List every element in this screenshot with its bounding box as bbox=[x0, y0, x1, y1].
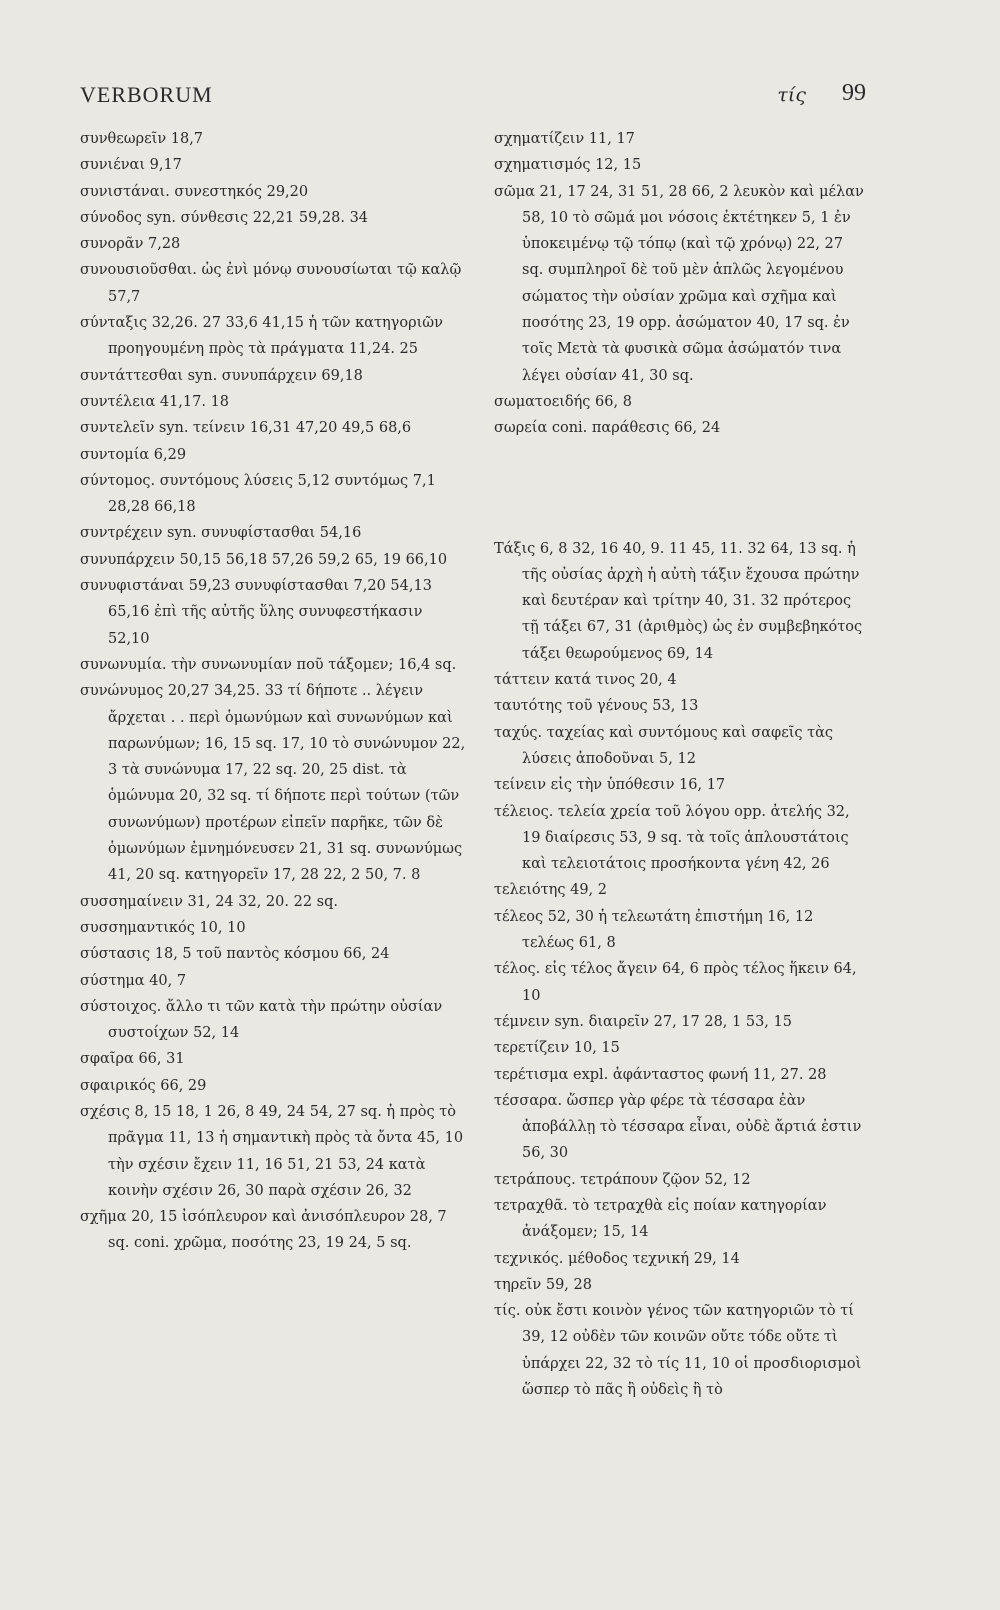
index-entry: τερέτισμα expl. ἀφάνταστος φωνή 11, 27. 28 bbox=[494, 1066, 827, 1083]
index-entry: σῶμα 21, 17 24, 31 51, 28 66, 2 λευκὸν καὶ μέλαν 58, 10 τὸ σῶμά μοι νόσοις ἐκτέτηκεν 5, 1 ἐν ὑποκειμένῳ τῷ τόπῳ (καὶ τῷ χρόνῳ) 22, 27 sq. συμπληροῖ δὲ τοῦ μὲν ἁπλῶς λεγομένου σώματος τὴν οὐσίαν χρῶμα καὶ σχῆμα καὶ ποσότης 23, 19 opp. ἀσώματον 40, 17 sq. ἐν τοῖς Μετὰ τὰ φυσικὰ σῶμα ἀσώματόν τινα λέγει οὐσίαν 41, 30 sq. bbox=[494, 183, 864, 384]
index-entry: σχηματίζειν 11, 17 bbox=[494, 131, 635, 147]
index-entry: συνθεωρεῖν 18,7 bbox=[80, 131, 204, 147]
index-entry: Τάξις 6, 8 32, 16 40, 9. 11 45, 11. 32 64, 13 sq. ἡ τῆς οὐσίας ἀρχὴ ἡ αὐτὴ τάξιν ἔχουσα πρώτην καὶ δευτέραν καὶ τρίτην 40, 31. 32 πρότερος τῇ τάξει 67, 31 (ἀριθμὸς) ὡς ἐν συμβεβηκότος τάξει θεωρούμενος 69, 14 bbox=[494, 540, 863, 662]
index-entry: τετράπους. τετράπουν ζῷον 52, 12 bbox=[494, 1171, 751, 1188]
index-entry: σχηματισμός 12, 15 bbox=[494, 157, 642, 174]
index-entry: τερετίζειν 10, 15 bbox=[494, 1040, 620, 1057]
index-entry: σωματοειδής 66, 8 bbox=[494, 393, 632, 410]
index-entry: συντρέχειν syn. συνυφίστασθαι 54,16 bbox=[80, 525, 362, 542]
index-entry: τέμνειν syn. διαιρεῖν 27, 17 28, 1 53, 15 bbox=[494, 1013, 792, 1030]
index-entry: τελειότης 49, 2 bbox=[494, 882, 607, 899]
index-entry: συνυπάρχειν 50,15 56,18 57,26 59,2 65, 19 66,10 bbox=[80, 551, 448, 568]
index-entry: τέσσαρα. ὥσπερ γὰρ φέρε τὰ τέσσαρα ἐὰν ἀποβάλλῃ τὸ τέσσαρα εἶναι, οὐδὲ ἄρτιά ἐστιν 56, 30 bbox=[494, 1092, 862, 1162]
index-entry: τέλεος 52, 30 ἡ τελεωτάτη ἐπιστήμη 16, 12 τελέως 61, 8 bbox=[494, 908, 814, 952]
index-entry: σύστοιχος. ἄλλο τι τῶν κατὰ τὴν πρώτην οὐσίαν συστοίχων 52, 14 bbox=[80, 998, 443, 1042]
index-entry: τετραχθᾶ. τὸ τετραχθὰ εἰς ποίαν κατηγορίαν ἀνάξομεν; 15, 14 bbox=[494, 1197, 827, 1241]
running-head-guide-word: τίς bbox=[777, 84, 806, 106]
index-entry: σύνοδος syn. σύνθεσις 22,21 59,28. 34 bbox=[80, 209, 369, 226]
index-entry: συνιστάναι. συνεστηκός 29,20 bbox=[80, 183, 309, 200]
index-entry: τείνειν εἰς τὴν ὑπόθεσιν 16, 17 bbox=[494, 777, 726, 794]
index-entry: συνορᾶν 7,28 bbox=[80, 236, 181, 253]
index-column-right bbox=[494, 126, 866, 1403]
index-entry: συνώνυμος 20,27 34,25. 33 τί δήποτε .. λέγειν ἄρχεται . . περὶ ὁμωνύμων καὶ συνωνύμων καὶ παρωνύμων; 16, 15 sq. 17, 10 τὸ συνώνυμον 22, 3 τὰ συνώνυμα 17, 22 sq. 20, 25 dist. τὰ ὁμώνυμα 20, 32 sq. τί δήποτε περὶ τούτων (τῶν συνωνύμων) προτέρων εἰπεῖν παρῆκε, τῶν δὲ ὁμωνύμων ἐμνημόνευσεν 21, 31 sq. συνωνύμως 41, 20 sq. κατηγορεῖν 17, 28 22, 2 50, 7. 8 bbox=[80, 683, 466, 884]
index-entry: ταυτότης τοῦ γένους 53, 13 bbox=[494, 698, 699, 715]
index-entry: συσσημαντικός 10, 10 bbox=[80, 919, 246, 936]
index-entry: τίς. οὐκ ἔστι κοινὸν γένος τῶν κατηγοριῶν τὸ τί 39, 12 οὐδὲν τῶν κοινῶν οὔτε τόδε οὔτε τὶ ὑπάρχει 22, 32 τὸ τίς 11, 10 οἱ προσδιορισμοὶ ὥσπερ τὸ πᾶς ἢ οὐδεὶς ἢ τὸ bbox=[494, 1303, 862, 1399]
index-entry: συνιέναι 9,17 bbox=[80, 157, 182, 174]
index-column-left bbox=[80, 126, 468, 1257]
index-entry: σχέσις 8, 15 18, 1 26, 8 49, 24 54, 27 sq. ἡ πρὸς τὸ πρᾶγμα 11, 13 ἡ σημαντικὴ πρὸς τὰ ὄντα 45, 10 τὴν σχέσιν ἔχειν 11, 16 51, 21 53, 24 κατὰ κοινὴν σχέσιν 26, 30 παρὰ σχέσιν 26, 32 bbox=[80, 1103, 464, 1199]
index-entry: σύστασις 18, 5 τοῦ παντὸς κόσμου 66, 24 bbox=[80, 946, 390, 963]
index-entry: τάττειν κατά τινος 20, 4 bbox=[494, 672, 677, 689]
index-entry: συντομία 6,29 bbox=[80, 446, 187, 463]
index-entry: σφαῖρα 66, 31 bbox=[80, 1051, 185, 1068]
index-entry: τεχνικός. μέθοδος τεχνική 29, 14 bbox=[494, 1250, 740, 1267]
index-entry: σύντομος. συντόμους λύσεις 5,12 συντόμως 7,1 28,28 66,18 bbox=[80, 472, 436, 516]
index-entry: συνωνυμία. τὴν συνωνυμίαν ποῦ τάξομεν; 16,4 sq. bbox=[80, 656, 457, 673]
index-entry: ταχύς. ταχείας καὶ συντόμους καὶ σαφεῖς τὰς λύσεις ἀποδοῦναι 5, 12 bbox=[494, 724, 834, 767]
running-head bbox=[80, 78, 866, 110]
index-entry: σχῆμα 20, 15 ἰσόπλευρον καὶ ἀνισόπλευρον 28, 7 sq. coni. χρῶμα, ποσότης 23, 19 24, 5 sq. bbox=[80, 1209, 447, 1252]
index-entry: συντελεῖν syn. τείνειν 16,31 47,20 49,5 68,6 bbox=[80, 420, 412, 437]
index-entry: συνουσιοῦσθαι. ὡς ἐνὶ μόνῳ συνουσίωται τῷ καλῷ 57,7 bbox=[80, 262, 462, 305]
index-entry: συντάττεσθαι syn. συνυπάρχειν 69,18 bbox=[80, 367, 363, 384]
index-entry: σύστημα 40, 7 bbox=[80, 972, 187, 989]
running-head-title: VERBORUM bbox=[80, 82, 213, 107]
index-entry: τηρεῖν 59, 28 bbox=[494, 1276, 592, 1293]
index-entry: τέλειος. τελεία χρεία τοῦ λόγου opp. ἀτελής 32, 19 διαίρεσις 53, 9 sq. τὰ τοῖς ἁπλουστάτοις καὶ τελειοτάτοις προσήκοντα γένη 42, 26 bbox=[494, 803, 850, 873]
index-entry: σφαιρικός 66, 29 bbox=[80, 1077, 207, 1094]
index-entry: σύνταξις 32,26. 27 33,6 41,15 ἡ τῶν κατηγοριῶν προηγουμένη πρὸς τὰ πράγματα 11,24. 25 bbox=[80, 315, 443, 358]
index-entry: σωρεία coni. παράθεσις 66, 24 bbox=[494, 420, 721, 437]
page-number: 99 bbox=[842, 80, 866, 106]
index-entry: τέλος. εἰς τέλος ἄγειν 64, 6 πρὸς τέλος ἥκειν 64, 10 bbox=[494, 961, 857, 1004]
index-entry: συνυφιστάναι 59,23 συνυφίστασθαι 7,20 54,13 65,16 ἐπὶ τῆς αὐτῆς ὕλης συνυφεστήκασιν 52,10 bbox=[80, 578, 432, 647]
index-entry: συντέλεια 41,17. 18 bbox=[80, 393, 230, 410]
index-entry: συσσημαίνειν 31, 24 32, 20. 22 sq. bbox=[80, 893, 338, 910]
letter-section-gap bbox=[494, 442, 866, 536]
